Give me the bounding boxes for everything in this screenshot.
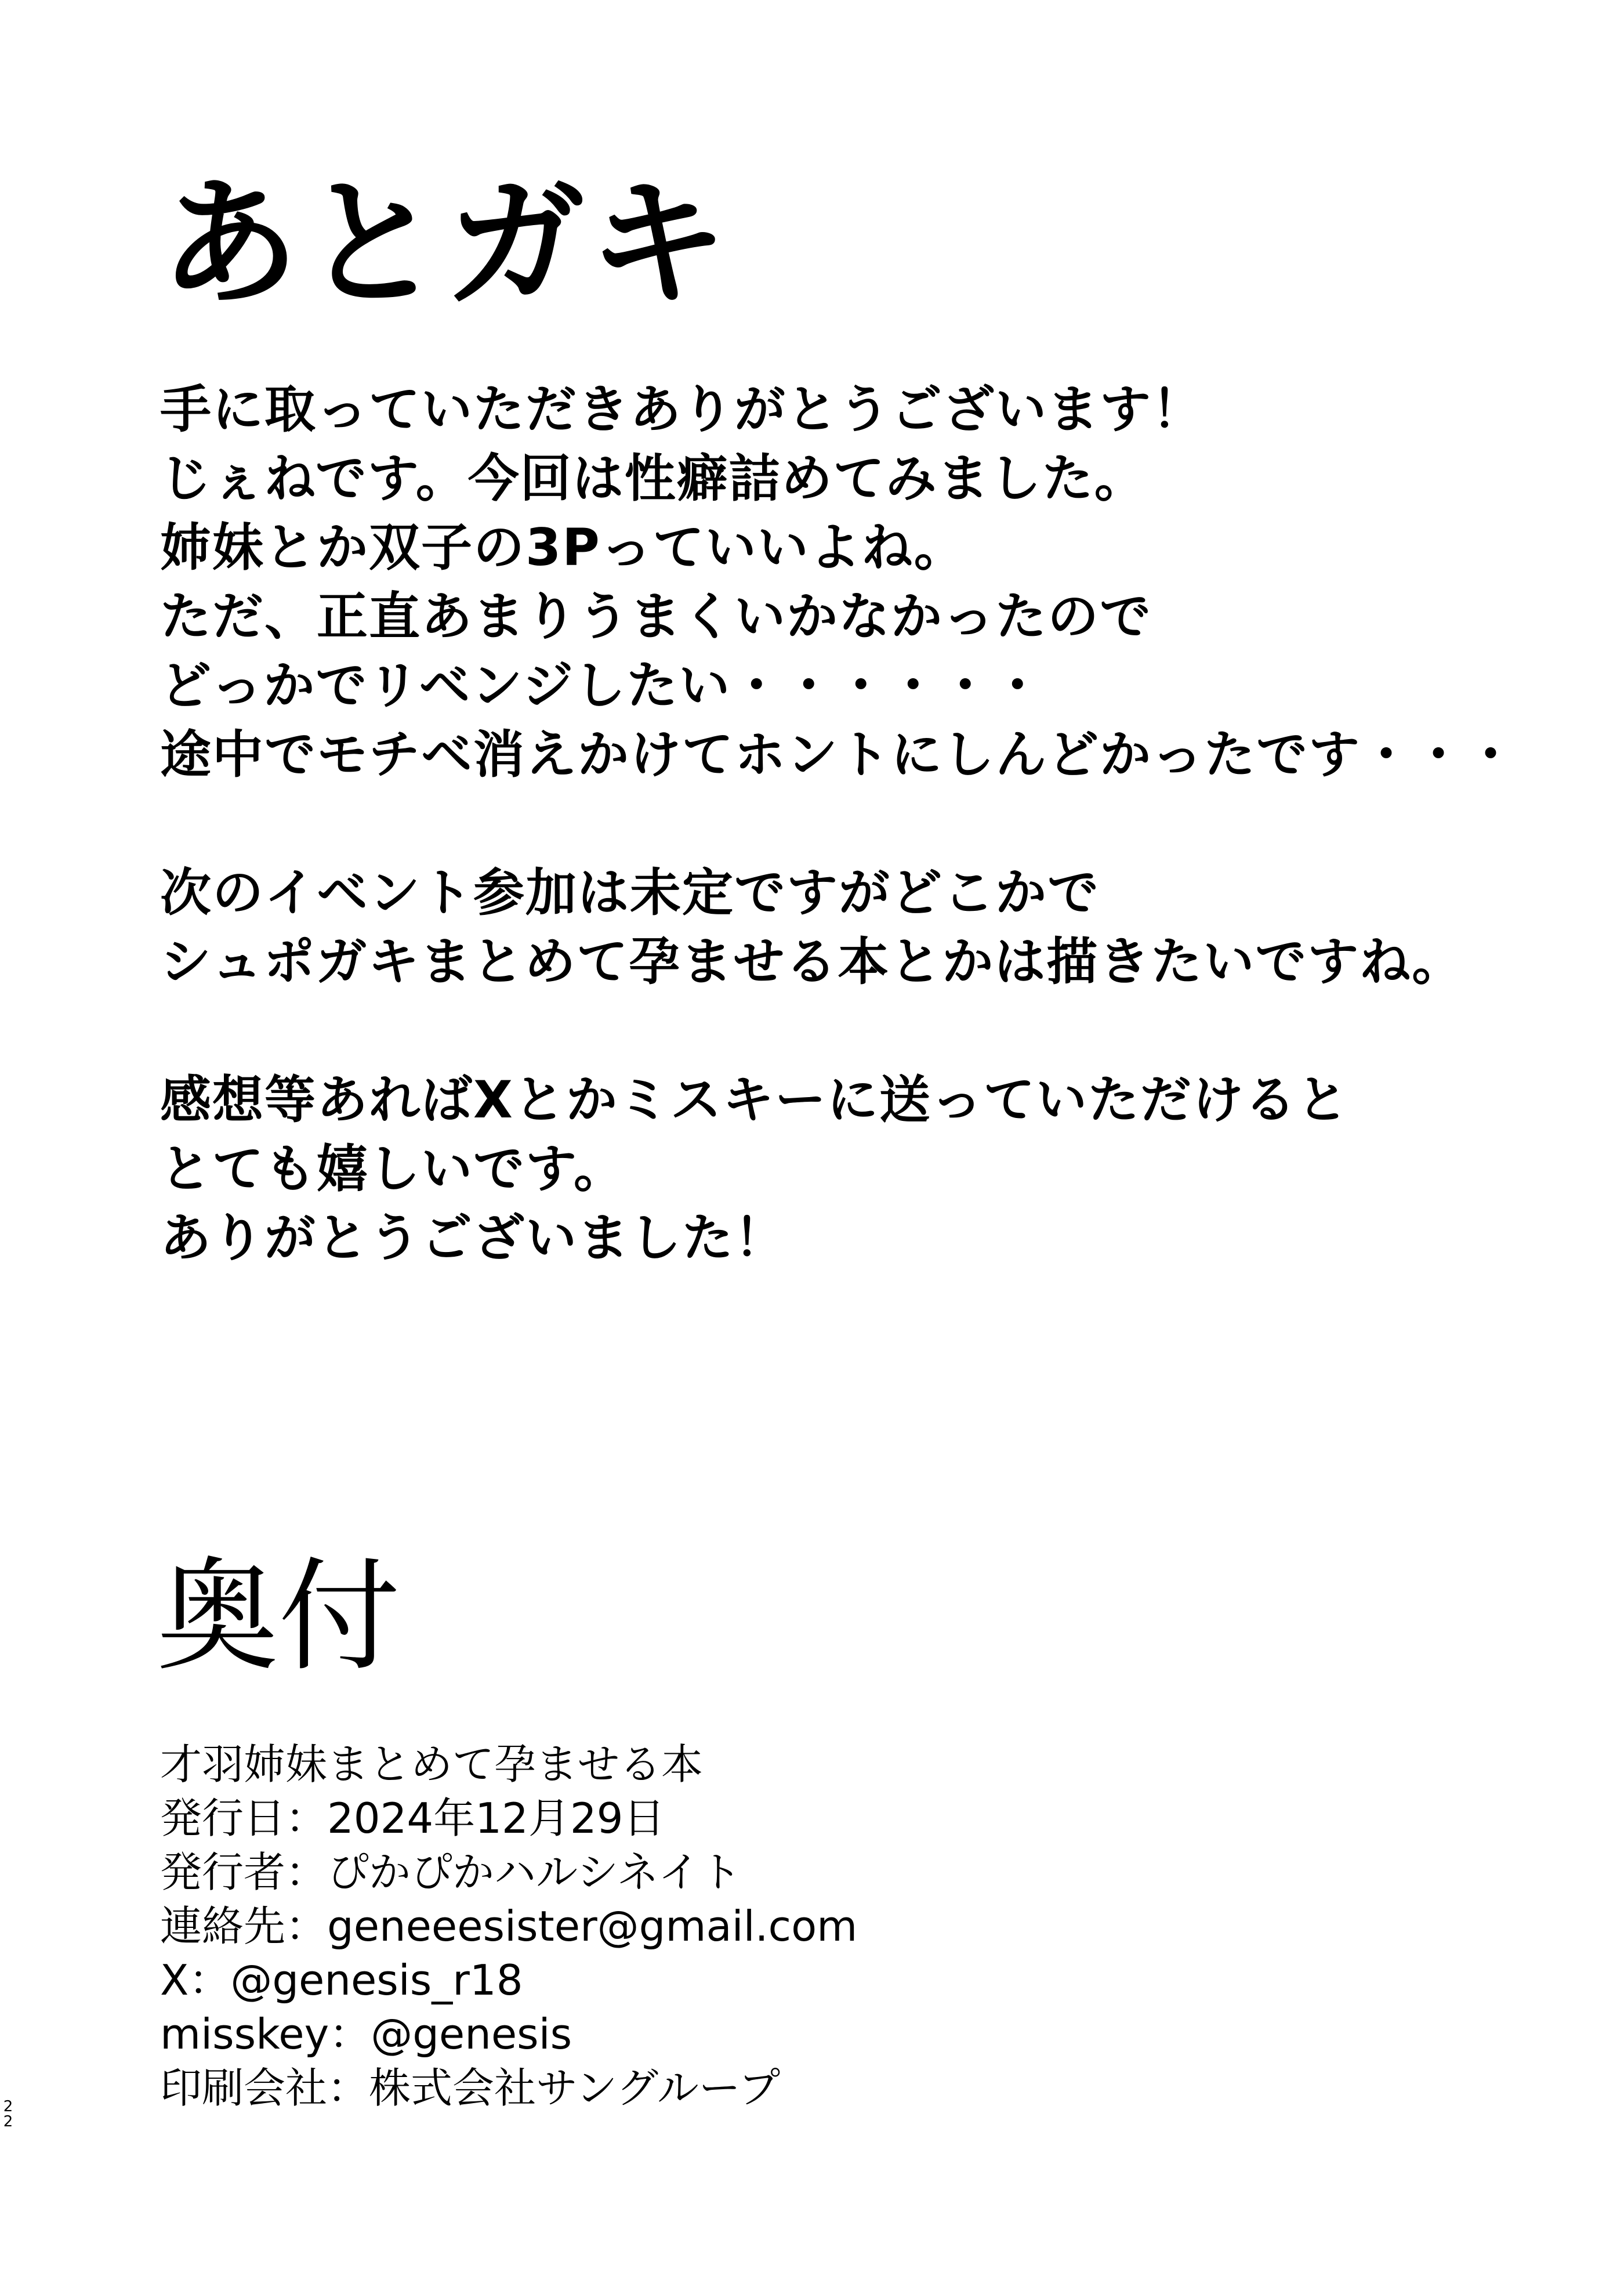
afterword-line: 途中でモチベ消えかけてホントにしんどかったです・・・ <box>160 725 1518 784</box>
colophon-publish-date: 発行日：2024年12月29日 <box>160 1794 665 1843</box>
afterword-body <box>160 375 1517 1272</box>
afterword-line: どっかでリベンジしたい・・・・・・ <box>160 656 1045 715</box>
afterword-line: ただ、正直あまりうまくいかなかったので <box>160 587 1152 646</box>
colophon-book-title: 才羽姉妹まとめて孕ませる本 <box>160 1740 704 1789</box>
colophon-misskey-account: misskey：@genesis <box>160 2010 572 2058</box>
afterword-title: あとガキ <box>160 162 731 325</box>
afterword-line: ありがとうございました！ <box>160 1208 787 1268</box>
colophon-title: 奥付 <box>157 1546 401 1688</box>
afterword-line: 次のイベント参加は未定ですがどこかで <box>160 863 1100 922</box>
colophon-x-account: X：@genesis_r18 <box>160 1956 523 2004</box>
afterword-line: じぇねです。今回は性癖詰めてみました。 <box>160 448 1147 508</box>
colophon-body <box>160 1738 857 2115</box>
afterword-line: シュポガキまとめて孕ませる本とかは描きたいですね。 <box>160 932 1464 992</box>
afterword-line: 姉妹とか双子の3Pっていいよね。 <box>160 518 966 577</box>
paragraph-gap <box>160 996 1517 1065</box>
colophon-contact-email: 連絡先：geneeesister@gmail.com <box>160 1902 858 1951</box>
afterword-line: 感想等あればXとかミスキーに送っていただけると <box>160 1070 1349 1130</box>
paragraph-gap <box>160 789 1517 858</box>
afterword-line: とても嬉しいです。 <box>160 1139 626 1199</box>
colophon-publisher: 発行者：ぴかぴかハルシネイト <box>160 1848 742 1897</box>
afterword-line: 手に取っていただきありがとうございます！ <box>160 379 1205 439</box>
page-number: 22 <box>3 2098 13 2130</box>
colophon-printer: 印刷会社：株式会社サングループ <box>160 2064 781 2112</box>
